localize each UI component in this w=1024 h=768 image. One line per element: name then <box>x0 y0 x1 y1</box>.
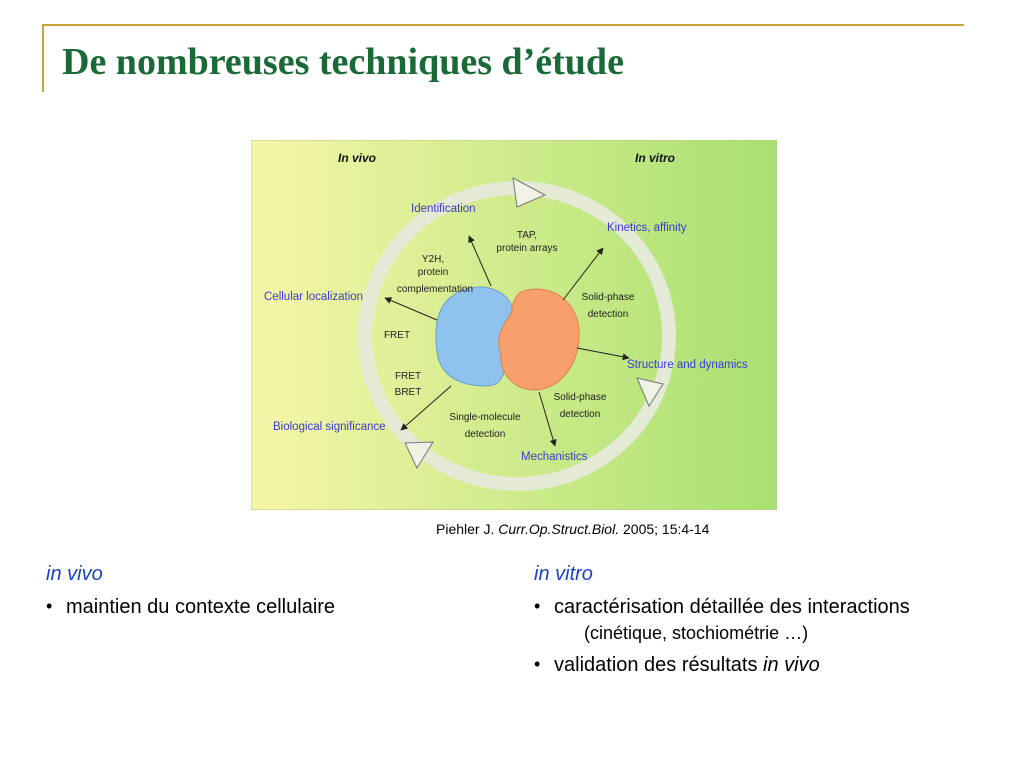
citation-author: Piehler J. <box>436 521 495 537</box>
method-tap-line1: TAP, <box>516 230 538 241</box>
method-y2h-line2: protein <box>417 267 449 278</box>
bullet-dot: • <box>46 596 53 616</box>
method-solid-phase-2-line1: Solid-phase <box>553 392 607 403</box>
method-solid-phase-1-line2: detection <box>587 309 629 320</box>
in-vivo-heading: in vivo <box>46 563 103 585</box>
citation-details: 2005; 15:4-14 <box>623 521 710 537</box>
in-vitro-heading: in vitro <box>534 563 593 585</box>
outcome-cellular-localization: Cellular localization <box>264 291 364 303</box>
outcome-structure: Structure and dynamics <box>627 359 748 371</box>
outcome-mechanistics: Mechanistics <box>521 451 588 463</box>
method-fret-bret-line2: BRET <box>394 387 422 398</box>
outcome-biological-significance: Biological significance <box>273 421 386 433</box>
method-tap-line2: protein arrays <box>496 243 558 254</box>
method-y2h-line1: Y2H, <box>421 254 445 265</box>
in-vitro-bullet-1 <box>534 596 1014 619</box>
method-solid-phase-1-line1: Solid-phase <box>581 292 635 303</box>
bullet-dot: • <box>534 654 541 674</box>
method-solid-phase-2-line2: detection <box>559 409 601 420</box>
in-vivo-bullet <box>46 596 486 619</box>
method-single-molecule-line1: Single-molecule <box>449 412 521 423</box>
in-vitro-bullet-2 <box>534 654 1014 677</box>
in-vitro-column <box>534 563 1014 681</box>
corner-label-in-vivo: In vivo <box>338 151 377 165</box>
slide-title: De nombreuses techniques d’étude <box>62 41 624 83</box>
interaction-techniques-figure <box>251 140 777 510</box>
figure-svg <box>251 140 777 510</box>
corner-label-in-vitro: In vitro <box>635 151 676 165</box>
method-y2h-line3: complementation <box>396 284 474 295</box>
method-single-molecule-line2: detection <box>464 429 506 440</box>
method-fret: FRET <box>383 330 411 341</box>
in-vitro-bullet-1-sub: (cinétique, stochiométrie …) <box>584 623 809 643</box>
in-vitro-bullet-2-text <box>554 654 820 677</box>
in-vivo-bullet-text: maintien du contexte cellulaire <box>66 596 336 618</box>
in-vitro-bullet-1-text: caractérisation détaillée des interactions <box>554 596 910 618</box>
citation-journal: Curr.Op.Struct.Biol. <box>498 521 620 537</box>
figure-citation <box>436 521 709 537</box>
in-vitro-bullet-2-main: validation des résultats <box>554 654 758 676</box>
frame-top-rule <box>42 24 964 26</box>
in-vivo-column <box>46 563 486 623</box>
outcome-kinetics: Kinetics, affinity <box>607 222 687 234</box>
in-vitro-bullet-2-em: in vivo <box>763 654 820 676</box>
bullet-dot: • <box>534 596 541 616</box>
outcome-identification: Identification <box>411 203 476 215</box>
method-fret-bret-line1: FRET <box>394 371 422 382</box>
frame-left-rule <box>42 24 44 92</box>
